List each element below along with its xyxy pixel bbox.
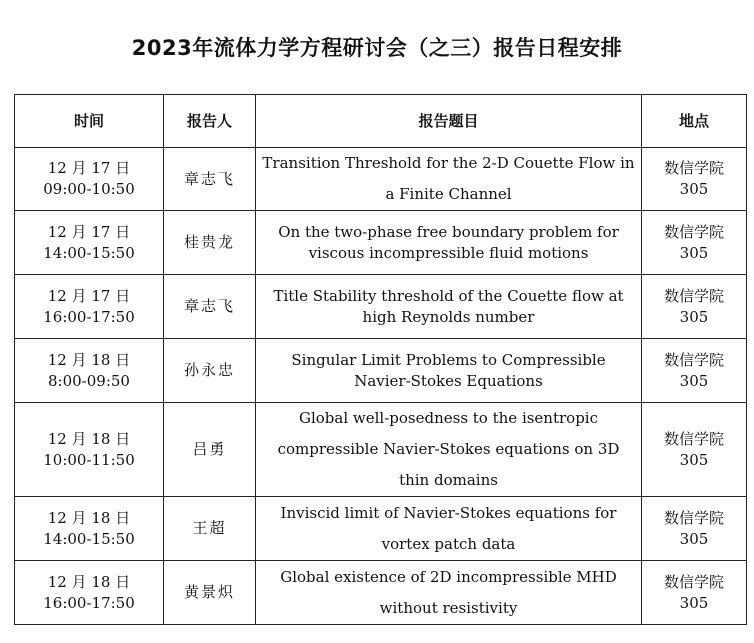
time-range-text: 16:00-17:50 (43, 593, 135, 612)
header-speaker: 报告人 (164, 95, 256, 148)
table-row (15, 497, 747, 561)
time-range-text: 09:00-10:50 (43, 180, 135, 198)
topic-cell: Global existence of 2D incompressible MHD without resistivity (256, 561, 642, 625)
time-cell (15, 275, 164, 339)
place-room-text: 305 (679, 450, 709, 469)
place-room-text: 305 (679, 307, 709, 326)
place-cell (642, 561, 747, 625)
place-cell (642, 148, 747, 211)
table-row (15, 403, 747, 497)
table-row (15, 148, 747, 211)
place-cell (642, 403, 747, 497)
place-name-text: 数信学院 (663, 508, 724, 527)
time-range-text: 14:00-15:50 (43, 529, 135, 548)
schedule-table (14, 94, 747, 625)
time-range-text: 8:00-09:50 (48, 371, 130, 390)
date-text: 12 月 17 日 (47, 222, 131, 241)
place-room-text: 305 (679, 593, 709, 612)
place-name-text: 数信学院 (663, 429, 724, 448)
date-text: 12 月 18 日 (47, 429, 131, 448)
time-cell (15, 148, 164, 211)
header-time: 时间 (15, 95, 164, 148)
place-cell (642, 211, 747, 275)
date-text: 12 月 17 日 (47, 159, 131, 177)
place-room-text: 305 (679, 180, 709, 198)
place-name-text: 数信学院 (663, 222, 724, 241)
time-range-text: 16:00-17:50 (43, 307, 135, 326)
time-cell (15, 497, 164, 561)
speaker-cell: 吕勇 (164, 403, 256, 497)
speaker-cell: 章志飞 (164, 275, 256, 339)
place-cell (642, 497, 747, 561)
place-cell (642, 275, 747, 339)
topic-cell: Global well-posedness to the isentropic compressible Navier-Stokes equations on 3D thin domains (256, 403, 642, 497)
time-range-text: 10:00-11:50 (43, 450, 135, 469)
topic-cell: Title Stability threshold of the Couette flow at high Reynolds number (256, 275, 642, 339)
topic-cell: Transition Threshold for the 2-D Couette Flow in a Finite Channel (256, 148, 642, 211)
date-text: 12 月 18 日 (47, 508, 131, 527)
table-row (15, 339, 747, 403)
place-name-text: 数信学院 (663, 286, 724, 305)
table-row (15, 211, 747, 275)
speaker-cell: 孙永忠 (164, 339, 256, 403)
time-range-text: 14:00-15:50 (43, 243, 135, 262)
date-text: 12 月 18 日 (47, 572, 131, 591)
speaker-cell: 章志飞 (164, 148, 256, 211)
place-name-text: 数信学院 (663, 350, 724, 369)
time-cell (15, 403, 164, 497)
place-room-text: 305 (679, 529, 709, 548)
table-row (15, 561, 747, 625)
header-place: 地点 (642, 95, 747, 148)
page-title: 2023年流体力学方程研讨会（之三）报告日程安排 (131, 36, 623, 60)
topic-cell: Inviscid limit of Navier-Stokes equations for vortex patch data (256, 497, 642, 561)
table-row (15, 275, 747, 339)
place-name-text: 数信学院 (663, 159, 724, 177)
time-cell (15, 339, 164, 403)
time-cell (15, 561, 164, 625)
place-room-text: 305 (679, 243, 709, 262)
topic-cell: On the two-phase free boundary problem for viscous incompressible fluid motions (256, 211, 642, 275)
table-header-row (15, 95, 747, 148)
place-room-text: 305 (679, 371, 709, 390)
place-name-text: 数信学院 (663, 572, 724, 591)
speaker-cell: 黄景炽 (164, 561, 256, 625)
speaker-cell: 桂贵龙 (164, 211, 256, 275)
date-text: 12 月 17 日 (47, 286, 131, 305)
date-text: 12 月 18 日 (47, 350, 131, 369)
speaker-cell: 王超 (164, 497, 256, 561)
header-topic: 报告题目 (256, 95, 642, 148)
time-cell (15, 211, 164, 275)
place-cell (642, 339, 747, 403)
topic-cell: Singular Limit Problems to Compressible Navier-Stokes Equations (256, 339, 642, 403)
